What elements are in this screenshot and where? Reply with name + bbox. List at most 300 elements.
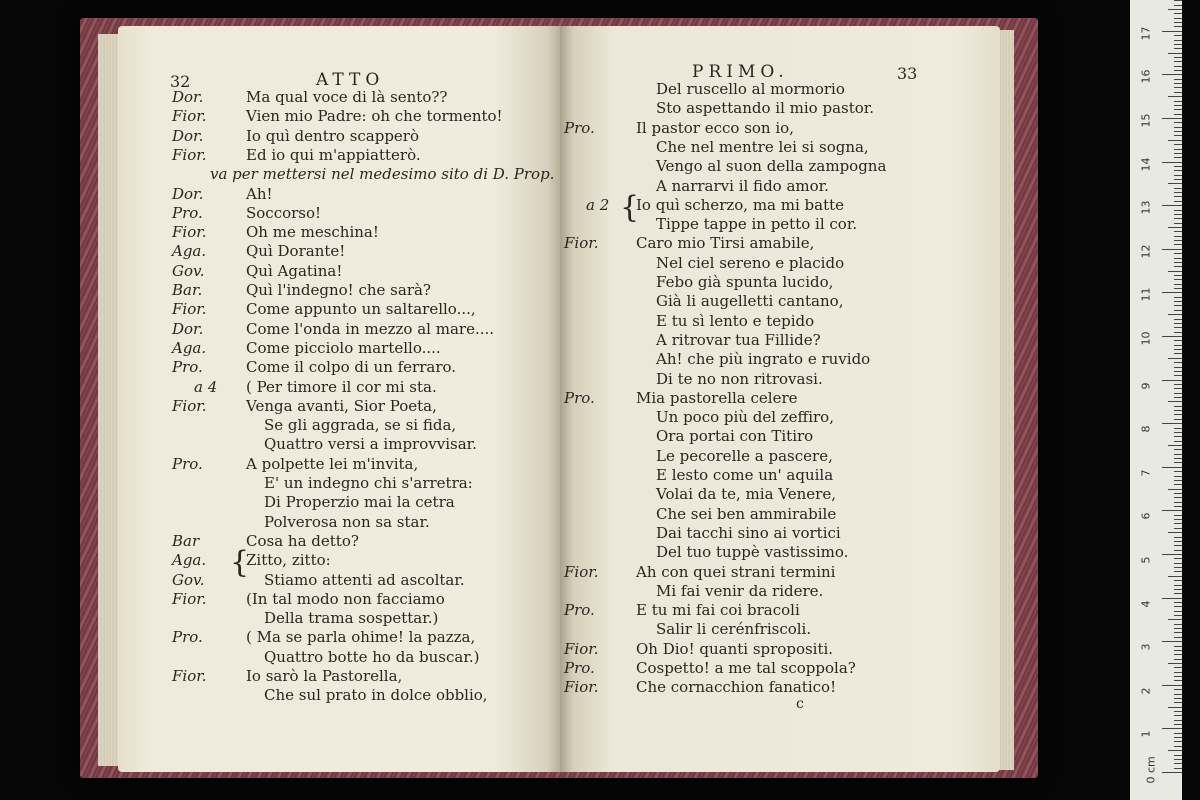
verse-text: Quattro versi a improvvisar.: [264, 435, 477, 454]
ruler-tick: [1174, 223, 1182, 224]
ruler-tick: [1174, 567, 1182, 568]
text-line: [560, 292, 1000, 311]
ruler-tick: [1174, 746, 1182, 747]
ruler-tick: [1174, 715, 1182, 716]
ruler-tick: [1174, 61, 1182, 62]
ruler-tick: [1168, 663, 1182, 664]
ruler-tick: [1162, 467, 1182, 468]
verse-text: Della trama sospettar.): [264, 609, 439, 628]
ruler-tick: [1162, 598, 1182, 599]
ruler-tick: [1174, 105, 1182, 106]
ruler-tick: [1162, 292, 1182, 293]
text-line: [118, 648, 560, 667]
ruler-tick: [1162, 510, 1182, 511]
text-line: [560, 99, 1000, 118]
verse-text: Ah! che più ingrato e ruvido: [656, 350, 871, 369]
verse-text: Di Properzio mai la cetra: [264, 493, 455, 512]
ruler-tick: [1174, 371, 1182, 372]
verse-text: Le pecorelle a pascere,: [656, 446, 833, 465]
brace-mark: {: [230, 545, 250, 581]
verse-text: Il pastor ecco son io,: [636, 118, 794, 137]
ruler-tick: [1174, 711, 1182, 712]
ruler-tick: [1174, 353, 1182, 354]
ruler-tick: [1174, 305, 1182, 306]
ruler-tick: [1174, 589, 1182, 590]
stage-direction: va per mettersi nel medesimo sito di D. Prop.: [210, 165, 555, 184]
speaker-label: Dor.: [172, 88, 204, 106]
ruler-tick: [1174, 449, 1182, 450]
ruler-tick: [1174, 624, 1182, 625]
ruler-tick: [1168, 489, 1182, 490]
ruler-tick: [1168, 271, 1182, 272]
ruler-tick: [1174, 66, 1182, 67]
text-line: [560, 254, 1000, 273]
verse-text: Febo già spunta lucido,: [656, 273, 834, 291]
running-header-left: ATTO: [316, 70, 385, 90]
speaker-label: Fior.: [172, 589, 207, 608]
text-line: [118, 435, 560, 454]
verse-text: Stiamo attenti ad ascoltar.: [264, 570, 465, 589]
ruler-tick: [1174, 92, 1182, 93]
ruler-tick: [1174, 733, 1182, 734]
ruler-tick: [1174, 702, 1182, 703]
ruler-tick: [1162, 31, 1182, 32]
ruler-tick: [1162, 336, 1182, 337]
text-line: [118, 590, 560, 609]
ruler-tick: [1174, 26, 1182, 27]
text-line: [560, 389, 1000, 408]
ruler-tick: [1168, 576, 1182, 577]
verse-text: E lesto come un' aquila: [656, 466, 834, 484]
ruler-tick: [1174, 279, 1182, 280]
ruler-tick: [1174, 680, 1182, 681]
text-line: [118, 455, 560, 474]
ruler-tick: [1174, 550, 1182, 551]
brace-mark: {: [620, 189, 640, 225]
ruler-tick: [1174, 659, 1182, 660]
ruler-number: 17: [1139, 26, 1153, 41]
text-line: [560, 80, 1000, 99]
verse-text: Polverosa non sa star.: [264, 512, 430, 531]
ruler-tick: [1174, 768, 1182, 769]
ruler-tick: [1174, 563, 1182, 564]
ruler-number: 10: [1139, 331, 1153, 346]
ruler-tick: [1174, 720, 1182, 721]
ruler-tick: [1174, 340, 1182, 341]
ruler-tick: [1174, 244, 1182, 245]
verse-text: Ma qual voce di là sento??: [246, 88, 448, 106]
verse-text: Che sei ben ammirabile: [656, 504, 837, 523]
verse-text: Del ruscello al mormorio: [656, 80, 845, 98]
ruler-tick: [1174, 414, 1182, 415]
ruler-tick: [1174, 646, 1182, 647]
ruler-tick: [1174, 615, 1182, 616]
ruler-tick: [1174, 471, 1182, 472]
text-line: [118, 242, 560, 261]
ruler-tick: [1174, 288, 1182, 289]
speaker-label: Fior.: [172, 107, 207, 126]
left-page: [118, 26, 560, 772]
ruler-tick: [1174, 611, 1182, 612]
text-line: [118, 571, 560, 590]
ruler-tick: [1174, 755, 1182, 756]
ruler-tick: [1174, 537, 1182, 538]
ruler-number: 16: [1139, 69, 1153, 84]
verse-text: A narrarvi il fido amor.: [656, 176, 829, 195]
verse-text: Come l'onda in mezzo al mare....: [246, 319, 495, 338]
ruler-tick: [1174, 432, 1182, 433]
text-line: [560, 582, 1000, 601]
verse-text: Già li augelletti cantano,: [656, 292, 844, 311]
text-line: [118, 281, 560, 300]
ruler-tick: [1168, 750, 1182, 751]
ruler-tick: [1168, 445, 1182, 446]
speaker-label: Gov.: [172, 570, 205, 589]
speaker-label: Aga.: [172, 338, 207, 357]
ruler-number: 6: [1139, 512, 1153, 520]
verse-text: Ed io qui m'appiatterò.: [246, 145, 421, 164]
verse-text: Vengo al suon della zampogna: [656, 157, 887, 176]
speaker-label: Fior.: [564, 639, 599, 658]
ruler-tick: [1174, 310, 1182, 311]
verse-text: Caro mio Tirsi amabile,: [636, 234, 815, 253]
verse-text: Vien mio Padre: oh che tormento!: [246, 107, 503, 126]
ruler-tick: [1174, 502, 1182, 503]
ruler-tick: [1174, 676, 1182, 677]
verse-text: Venga avanti, Sior Poeta,: [246, 396, 437, 415]
ruler-tick: [1174, 694, 1182, 695]
ruler-tick: [1174, 70, 1182, 71]
text-line: [118, 378, 560, 397]
ruler-tick: [1174, 188, 1182, 189]
text-line: [560, 543, 1000, 562]
verse-text: Io quì dentro scapperò: [246, 126, 420, 145]
verse-text: Se gli aggrada, se si fida,: [264, 416, 457, 435]
ruler-tick: [1174, 218, 1182, 219]
verse-text: (In tal modo non facciamo: [246, 589, 445, 608]
ruler-tick: [1174, 406, 1182, 407]
verse-text: Zitto, zitto:: [246, 551, 331, 570]
speaker-label: a 2: [586, 195, 610, 214]
ruler-tick: [1174, 585, 1182, 586]
ruler-number: 3: [1139, 643, 1153, 651]
verse-text: Come il colpo di un ferraro.: [246, 358, 457, 377]
ruler-tick: [1174, 410, 1182, 411]
text-line: [118, 628, 560, 647]
ruler-tick: [1174, 109, 1182, 110]
ruler-tick: [1168, 314, 1182, 315]
text-line: [118, 493, 560, 512]
left-page-edges: [98, 34, 120, 766]
page-number-right: 33: [897, 64, 918, 83]
text-line: [118, 532, 560, 551]
text-line: [560, 350, 1000, 369]
ruler-tick: [1174, 153, 1182, 154]
verse-text: Quì l'indegno! che sarà?: [246, 281, 431, 299]
ruler-tick: [1174, 157, 1182, 158]
text-line: [118, 165, 560, 184]
ruler-tick: [1174, 541, 1182, 542]
ruler-tick: [1174, 40, 1182, 41]
text-line: [560, 408, 1000, 427]
speaker-label: Pro.: [172, 454, 203, 473]
ruler-tick: [1174, 484, 1182, 485]
ruler-tick: [1174, 367, 1182, 368]
ruler-tick: [1168, 532, 1182, 533]
speaker-label: Bar.: [172, 281, 203, 299]
speaker-label: Aga.: [172, 551, 207, 570]
ruler-tick: [1168, 358, 1182, 359]
ruler-tick: [1174, 201, 1182, 202]
ruler-tick: [1168, 9, 1182, 10]
ruler-tick: [1174, 650, 1182, 651]
ruler-tick: [1174, 166, 1182, 167]
verse-text: Mi fai venir da ridere.: [656, 581, 824, 600]
text-line: [560, 119, 1000, 138]
verse-text: Oh me meschina!: [246, 223, 379, 242]
text-line: [118, 223, 560, 242]
ruler-tick: [1174, 667, 1182, 668]
ruler-tick: [1174, 135, 1182, 136]
ruler-tick: [1174, 628, 1182, 629]
speaker-label: Aga.: [172, 242, 207, 261]
ruler-tick: [1168, 96, 1182, 97]
verse-text: Quattro botte ho da buscar.): [264, 647, 480, 666]
verse-text: Cosa ha detto?: [246, 531, 359, 550]
ruler-tick: [1174, 458, 1182, 459]
text-line: [560, 505, 1000, 524]
ruler-tick: [1174, 48, 1182, 49]
ruler-tick: [1174, 519, 1182, 520]
ruler-tick: [1174, 240, 1182, 241]
ruler-tick: [1174, 236, 1182, 237]
text-line: [118, 609, 560, 628]
ruler-tick: [1174, 149, 1182, 150]
ruler-tick: [1174, 83, 1182, 84]
ruler-number: 9: [1139, 382, 1153, 390]
text-line: [560, 620, 1000, 639]
ruler-tick: [1174, 179, 1182, 180]
ruler-tick: [1174, 327, 1182, 328]
text-line: [118, 358, 560, 377]
speaker-label: Pro.: [564, 118, 595, 137]
text-line: [560, 234, 1000, 253]
text-line: [118, 204, 560, 223]
ruler-tick: [1162, 249, 1182, 250]
speaker-label: Fior.: [172, 145, 207, 164]
speaker-label: Fior.: [564, 562, 599, 581]
ruler-number: 13: [1139, 200, 1153, 215]
ruler-tick: [1174, 515, 1182, 516]
verse-text: Che nel mentre lei si sogna,: [656, 137, 869, 156]
speaker-label: Pro.: [172, 203, 203, 222]
ruler-tick: [1168, 140, 1182, 141]
ruler-tick: [1174, 262, 1182, 263]
ruler-tick: [1174, 606, 1182, 607]
ruler-tick: [1174, 698, 1182, 699]
verse-text: E tu mi fai coi bracoli: [636, 601, 800, 620]
ruler-tick: [1174, 506, 1182, 507]
ruler-tick: [1174, 214, 1182, 215]
speaker-label: Fior.: [564, 678, 599, 697]
ruler-tick: [1174, 393, 1182, 394]
page-number-left: 32: [170, 72, 191, 91]
text-line: [118, 300, 560, 319]
ruler-tick: [1174, 114, 1182, 115]
ruler-tick: [1174, 428, 1182, 429]
ruler-tick: [1174, 476, 1182, 477]
verse-text: Del tuo tuppè vastissimo.: [656, 543, 849, 562]
text-line: [118, 667, 560, 686]
ruler-tick: [1162, 554, 1182, 555]
ruler-tick: [1174, 480, 1182, 481]
verse-text: Ah con quei strani termini: [636, 562, 836, 581]
ruler-number: 4: [1139, 600, 1153, 608]
verse-text: Quì Dorante!: [246, 242, 346, 261]
speaker-label: Fior.: [172, 396, 207, 415]
ruler-number: 8: [1139, 425, 1153, 433]
ruler-tick: [1174, 454, 1182, 455]
text-line: [118, 513, 560, 532]
ruler-tick: [1174, 266, 1182, 267]
ruler-tick: [1174, 131, 1182, 132]
speaker-label: a 4: [194, 377, 218, 396]
verse-text: Che sul prato in dolce obblio,: [264, 686, 488, 705]
speaker-label: Fior.: [564, 234, 599, 253]
ruler-tick: [1174, 602, 1182, 603]
ruler-tick: [1162, 641, 1182, 642]
ruler-tick: [1174, 87, 1182, 88]
verse-text: Ora portai con Titiro: [656, 427, 814, 446]
ruler-tick: [1174, 397, 1182, 398]
ruler-tick: [1174, 763, 1182, 764]
ruler-tick: [1174, 637, 1182, 638]
text-line: [118, 416, 560, 435]
text-line: [560, 370, 1000, 389]
verse-text: Come picciolo martello....: [246, 338, 441, 357]
ruler-tick: [1162, 772, 1182, 773]
text-line: [118, 686, 560, 705]
ruler-tick: [1174, 689, 1182, 690]
text-line: [560, 447, 1000, 466]
text-line: [560, 659, 1000, 678]
verse-text: ( Per timore il cor mi sta.: [246, 377, 437, 396]
verse-text: Che cornacchion fanatico!: [636, 678, 837, 697]
ruler-tick: [1174, 571, 1182, 572]
ruler-tick: [1174, 375, 1182, 376]
ruler-tick: [1174, 35, 1182, 36]
text-line: [118, 320, 560, 339]
speaker-label: Fior.: [172, 300, 207, 319]
verse-text: E' un indegno chi s'arretra:: [264, 474, 473, 492]
ruler-tick: [1174, 18, 1182, 19]
speaker-label: Dor.: [172, 319, 204, 338]
speaker-label: Fior.: [172, 223, 207, 242]
speaker-label: Pro.: [564, 388, 595, 407]
text-line: [560, 215, 1000, 234]
ruler-tick: [1174, 122, 1182, 123]
ruler-tick: [1168, 619, 1182, 620]
ruler-tick: [1174, 345, 1182, 346]
ruler-tick: [1174, 253, 1182, 254]
ruler-number: 5: [1139, 556, 1153, 564]
ruler-number: 1: [1139, 730, 1153, 738]
ruler-tick: [1174, 192, 1182, 193]
text-line: [118, 474, 560, 493]
ruler-tick: [1174, 349, 1182, 350]
ruler-number: 14: [1139, 157, 1153, 172]
text-line: [560, 601, 1000, 620]
verse-text: Salir li cerénfriscoli.: [656, 620, 812, 639]
ruler-tick: [1174, 5, 1182, 6]
ruler-tick: [1174, 654, 1182, 655]
ruler-tick: [1174, 388, 1182, 389]
ruler-tick: [1174, 144, 1182, 145]
text-line: [118, 88, 560, 107]
ruler-tick: [1174, 170, 1182, 171]
speaker-label: Dor.: [172, 184, 204, 203]
ruler-number: 2: [1139, 687, 1153, 695]
speaker-label: Pro.: [564, 659, 595, 677]
ruler-tick: [1168, 227, 1182, 228]
text-line: [118, 262, 560, 281]
ruler-tick: [1174, 210, 1182, 211]
ruler-tick: [1174, 523, 1182, 524]
ruler-number: 12: [1139, 244, 1153, 259]
text-line: [560, 312, 1000, 331]
speaker-label: Pro.: [564, 601, 595, 620]
ruler-tick: [1174, 175, 1182, 176]
text-line: [118, 146, 560, 165]
verse-text: Un poco più del zeffiro,: [656, 408, 834, 427]
verse-text: Cospetto! a me tal scoppola?: [636, 659, 856, 677]
ruler-tick: [1168, 183, 1182, 184]
verse-text: Dai tacchi sino ai vortici: [656, 523, 841, 542]
speaker-label: Fior.: [172, 667, 207, 685]
ruler-tick: [1174, 558, 1182, 559]
ruler-tick: [1174, 672, 1182, 673]
ruler-tick: [1174, 362, 1182, 363]
ruler-tick: [1174, 301, 1182, 302]
verse-text: Io quì scherzo, ma mi batte: [636, 195, 845, 214]
ruler-tick: [1174, 284, 1182, 285]
ruler-tick: [1174, 724, 1182, 725]
verse-text: Come appunto un saltarello...,: [246, 300, 476, 319]
ruler-tick: [1174, 441, 1182, 442]
text-line: [560, 485, 1000, 504]
text-line: [560, 273, 1000, 292]
ruler-number: 7: [1139, 469, 1153, 477]
ruler-tick: [1162, 118, 1182, 119]
speaker-label: Dor.: [172, 126, 204, 145]
ruler-tick: [1174, 44, 1182, 45]
speaker-label: Bar: [172, 531, 200, 550]
ruler-tick: [1174, 419, 1182, 420]
verse-text: Ah!: [246, 184, 273, 203]
ruler-tick: [1174, 231, 1182, 232]
text-line: [560, 138, 1000, 157]
ruler-tick: [1168, 707, 1182, 708]
verse-text: Mia pastorella celere: [636, 388, 798, 407]
verse-text: E tu sì lento e tepido: [656, 311, 815, 330]
ruler-tick: [1174, 196, 1182, 197]
ruler-tick: [1174, 593, 1182, 594]
ruler-tick: [1174, 528, 1182, 529]
ruler-tick: [1174, 632, 1182, 633]
ruler-tick: [1174, 384, 1182, 385]
text-line: [118, 107, 560, 126]
ruler-tick: [1174, 127, 1182, 128]
